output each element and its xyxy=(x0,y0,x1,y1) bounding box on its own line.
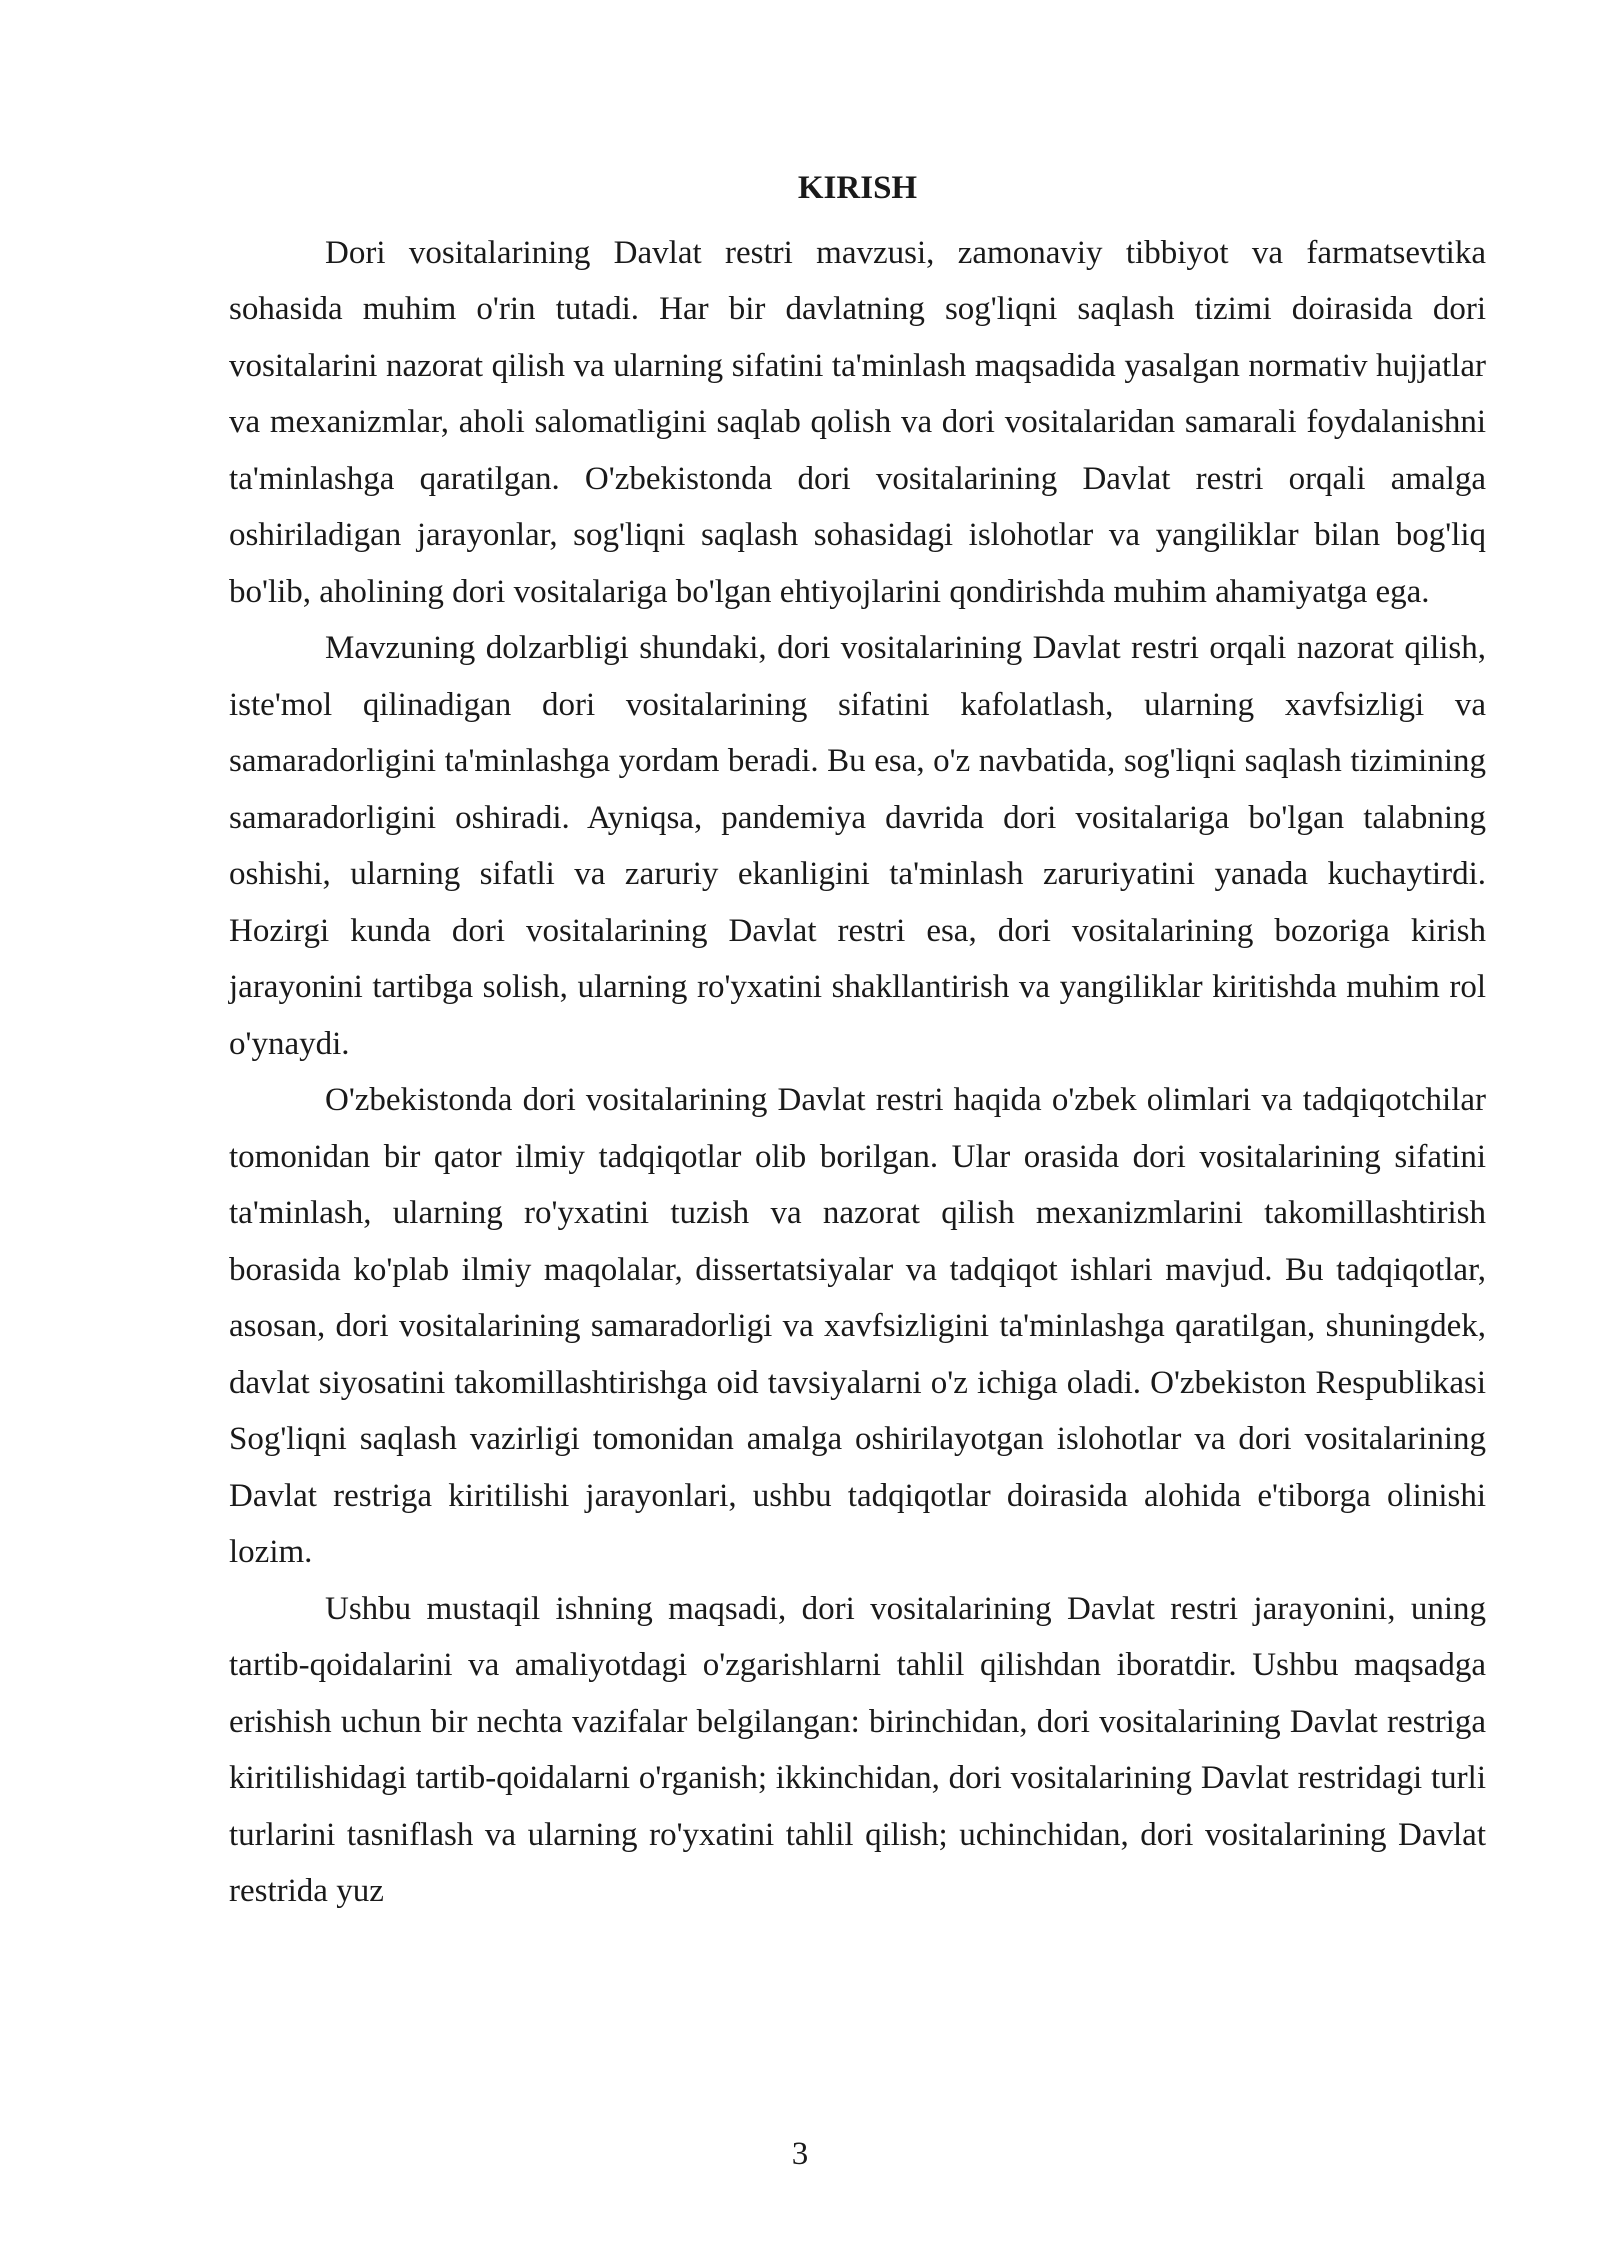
paragraph-4: Ushbu mustaqil ishning maqsadi, dori vositalarining Davlat restri jarayonini, uning tartib-qoidalarini va amaliyotdagi o'zgarishlarni tahlil qilishdan iboratdir. Ushbu maqsadga erishish uchun bir nechta vazifalar belgilangan: birinchidan, dori vositalarining Davlat restriga kiritilishidagi tartib-qoidalarni o'rganish; ikkinchidan, dori vositalarining Davlat restridagi turli turlarini tasniflash va ularning ro'yxatini tahlil qilish; uchinchidan, dori vositalarining Davlat restrida yuz xyxy=(229,1590,1486,1909)
page-number: 3 xyxy=(791,2136,809,2172)
document-body xyxy=(229,160,1486,1920)
section-title: KIRISH xyxy=(797,170,918,206)
paragraph-3: O'zbekistonda dori vositalarining Davlat restri haqida o'zbek olimlari va tadqiqotchilar tomonidan bir qator ilmiy tadqiqotlar olib borilgan. Ular orasida dori vositalarining sifatini ta'minlash, ularning ro'yxatini tuzish va nazorat qilish mexanizmlarini takomillashtirish borasida ko'plab ilmiy maqolalar, dissertatsiyalar va tadqiqot ishlari mavjud. Bu tadqiqotlar, asosan, dori vositalarining samaradorligi va xavfsizligini ta'minlashga qaratilgan, shuningdek, davlat siyosatini takomillashtirishga oid tavsiyalarni o'z ichiga oladi. O'zbekiston Respublikasi Sog'liqni saqlash vazirligi tomonidan amalga oshirilayotgan islohotlar va dori vositalarining Davlat restriga kiritilishi jarayonlari, ushbu tadqiqotlar doirasida alohida e'tiborga olinishi lozim. xyxy=(229,1082,1486,1570)
paragraph-1: Dori vositalarining Davlat restri mavzusi, zamonaviy tibbiyot va farmatsevtika sohasida muhim o'rin tutadi. Har bir davlatning sog'liqni saqlash tizimi doirasida dori vositalarini nazorat qilish va ularning sifatini ta'minlash maqsadida yasalgan normativ hujjatlar va mexanizmlar, aholi salomatligini saqlab qolish va dori vositalaridan samarali foydalanishni ta'minlashga qaratilgan. O'zbekistonda dori vositalarining Davlat restri orqali amalga oshiriladigan jarayonlar, sog'liqni saqlash sohasidagi islohotlar va yangiliklar bilan bog'liq bo'lib, aholining dori vositalariga bo'lgan ehtiyojlarini qondirishda muhim ahamiyatga ega. xyxy=(229,234,1486,610)
paragraph-2: Mavzuning dolzarbligi shundaki, dori vositalarining Davlat restri orqali nazorat qilish, iste'mol qilinadigan dori vositalarining sifatini kafolatlash, ularning xavfsizligi va samaradorligini ta'minlashga yordam beradi. Bu esa, o'z navbatida, sog'liqni saqlash tizimining samaradorligini oshiradi. Ayniqsa, pandemiya davrida dori vositalariga bo'lgan talabning oshishi, ularning sifatli va zaruriy ekanligini ta'minlash zaruriyatini yanada kuchaytirdi. Hozirgi kunda dori vositalarining Davlat restri esa, dori vositalarining bozoriga kirish jarayonini tartibga solish, ularning ro'yxatini shakllantirish va yangiliklar kiritishda muhim rol o'ynaydi. xyxy=(229,630,1486,1062)
